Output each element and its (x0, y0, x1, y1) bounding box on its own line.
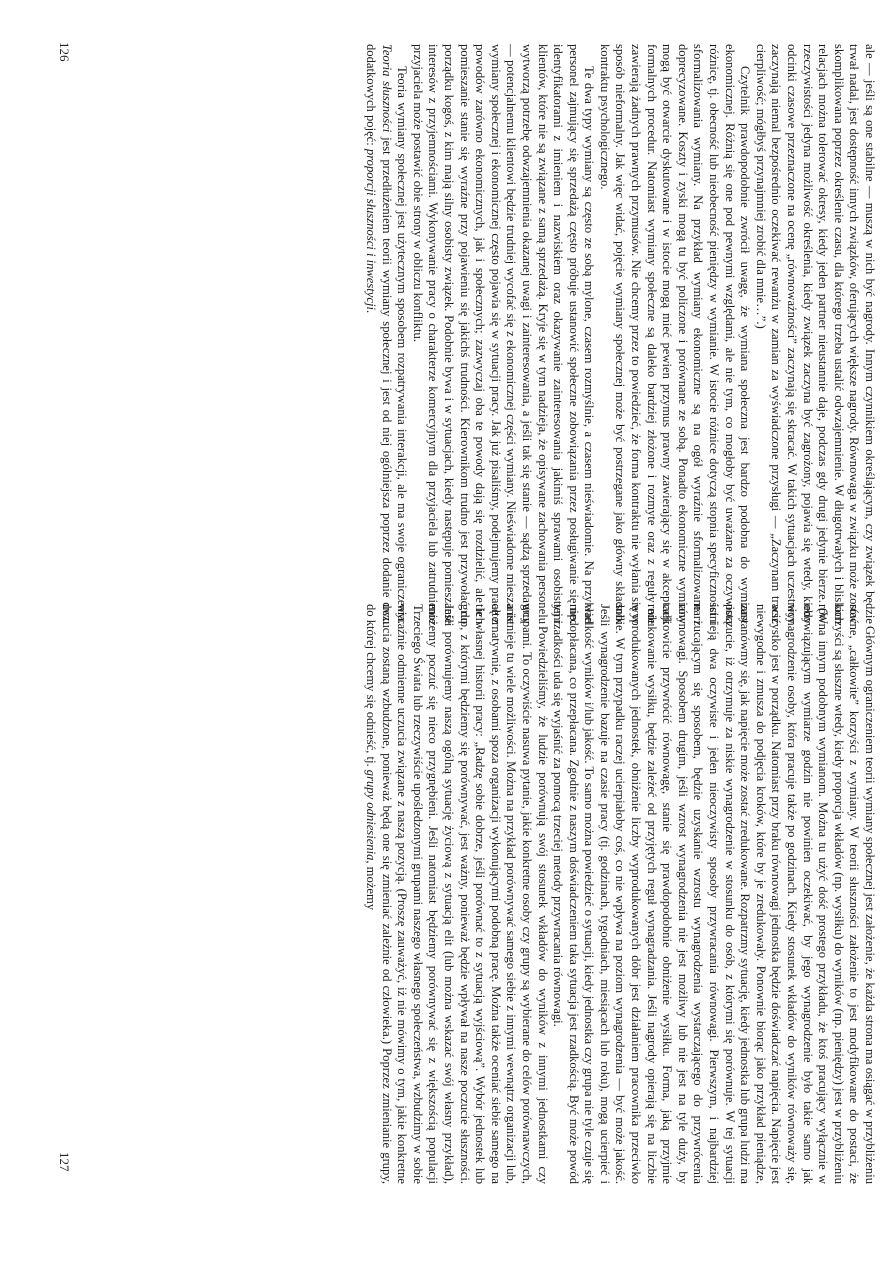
page-126 (57, 44, 877, 624)
text-run: . (364, 309, 378, 314)
paragraph-reference-groups (362, 604, 549, 1184)
paragraph-equity-theory (362, 44, 409, 624)
paragraph: Czytelnik prawdopodobnie zwrócił uwagę, że wymiana społeczna jest bardzo podobna do wymiany ekonomicznej. Różnią się one pod pewnymi względami, ale nie tym, co mogłoby być uważane za oczywistą różnicę, tj. obecność lub nieobecność pieniędzy w wymianie. W istocie różnice dotyczą stopnia specyficzności i sformalizowania wymiany. Na przykład wymiany ekonomiczne są na ogół wyraźnie sformalizowane i doprecyzowane. Koszty i zyski mogą tu być policzone i porównane ze sobą. Ponadto ekonomiczne wymiany mogą być otwarcie dyskutowane i w istocie mogą mieć pewien przymus prawny zawierający się w akceptacji formalnych procedur. Natomiast wymiany społeczne są daleko bardziej złożone i rozmyte oraz z reguły nie zawierają żadnych prawnych przymusów. Nie chcemy przez to powiedzieć, że forma kontraktu nie wyłania się w sposób nieformalny. Jak więc widać, pojęcie wymiany społecznej może być postrzegane jako główny składnik kontraktu psychologicznego. (597, 44, 753, 624)
page-number: 127 (57, 1152, 72, 1172)
paragraph: Głównym ograniczeniem teorii wymiany społecznej jest założenie, że każda strona ma osiągać w przybliżeniu równe, „całkowite” korzyści z wymiany. W teorii słuszności założenie to jest modyfikowane do postaci, że korzyści są słuszne wtedy, kiedy proporcja wkładów (np. wysiłku) do wyników (np. pieniędzy) jest w przybliżeniu równa innym podobnym wymianom. Można tu użyć dość prostego przykładu, że ktoś pracujący wyłącznie w obowiązującym wymiarze godzin nie powinien oczekiwać, by jego wynagrodzenie było takie samo jak wynagrodzenie osoby, która pracuje także po godzinach. Kiedy stosunek wkładów do wyników równoważy się, wszystko jest w porządku. Natomiast przy braku równowagi jednostka będzie doświadczać napięcia. Napięcie jest niewygodne i zmusza do podjęcia kroków, które by je zredukowały. Ponownie biorąc jako przykład pieniądze, zastanówmy się, jak napięcie może zostać zredukowane. Rozpatrzmy sytuację, kiedy jednostka lub grupa ludzi ma poczucie, iż otrzymuje za niskie wynagrodzenie w stosunku do osób, z którymi się porównuje. W tej sytuacji istnieją dwa oczywiste i jeden nieoczywisty sposoby przywracania równowagi. Pierwszym, i najbardziej narzucającym się sposobem, będzie uzyskanie wzrostu wynagrodzenia wystarczającego do przywrócenia równowagi. Sposobem drugim, jeśli wzrost wynagrodzenia nie jest możliwy lub nie jest na tyle duży, by całkowicie przywrócić równowagę, stanie się prawdopodobnie obniżenie wysiłku. Forma, jaką przyjmie redukowanie wysiłku, będzie zależeć od przyjętych reguł wynagradzania. Jeśli nagrody opierają się na liczbie wyprodukowanych jednostek, obniżenie liczby wyprodukowanych dóbr jest działaniem pracownika przeciwko sobie. W tym przypadku raczej ucierpiałoby coś, co nie wpływa na poziom wynagrodzenia — być może jakość. Jeśli wynagrodzenie bazuje na czasie pracy (tj. godzinach, tygodniach, miesiącach lub roku), mogą ucierpieć i wielkość wyników i/lub jakość. To samo można powiedzieć o sytuacji, kiedy jednostka czy grupa nie tyle czuje się niedopłacana, co przepłacana. Zgodnie z naszym doświadczeniem taka sytuacja jest rzadkością. Być może powód tej rzadkości uda się wyjaśnić za pomocą trzeciej metody przywracania równowagi. (551, 604, 877, 1184)
page-127 (57, 604, 877, 1184)
text-run: Teoria wymiany społecznej jest użytecznym sposobem rozpatrywania interakcji, ale ma swoje ograniczenia. (395, 66, 410, 624)
paragraph: Te dwa typy wymiany są często ze sobą mylone, czasem rozmyślnie, a czasem nieświadomie. Na przykład personel zajmujący się sprzedażą często próbuje ustanowić społeczne zobowiązania przez posługiwanie się np. identyfikatorami z imieniem i nazwiskiem oraz okazywanie zainteresowania jakimiś sprawami osobistymi klientów, które nie są związane z samą sprzedażą. Kryje się w tym nadzieja, że opisywane zachowania personelu wytworzą potrzebę odwzajemnienia okazanej uwagi i zainteresowania, a jeśli tak się stanie — sądzą sprzedawcy — potencjalnemu klientowi będzie trudniej wycofać się z ekonomicznej części wymiany. Nieświadome mieszanie wymiany społecznej i ekonomicznej często pojawia się w sytuacji pracy. Jak już pisaliśmy, podejmujemy pracę z powodów zarówno ekonomicznych, jak i społecznych; zazwyczaj oba te powody dają się rozdzielić, ale ich pomieszanie stanie się wyraźne przy pojawieniu się jakichś trudności. Kierownikom trudno jest przywołać do porządku kogoś, z kim mają silny osobisty związek. Podobnie bywa i w sytuacjach, kiedy następuje pomieszanie interesów z przyjemnościami. Wykonywanie pracy o charakterze komercyjnym dla przyjaciela lub zatrudnienie przyjaciela może postawić obie strony w obliczu konfliktu. (410, 44, 597, 624)
text-run: jest przedłużeniem teorii wymiany społecznej i jest od niej ogólniejsza poprzez dodanie dwu dodatkowych pojęć: (364, 44, 394, 624)
text-run: Powiedzieliśmy, że ludzie porównują swój stosunek wkładów do wyników z innymi jednostkami czy grupami. To oczywiście nasuwa pytanie, jakie konkretne osoby czy grupy są wybierane do celów porównawczych, a istnieje tu wiele możliwości. Można na przykład porównywać samego siebie z innymi wewnątrz organizacji lub, alternatywnie, z osobami spoza organizacji wykonującymi podobną pracę. Można także oceniać siebie samego na tle własnej historii pracy: „Radzę sobie dobrze, jeśli porównać to z sytuacją wyjściową”. Wybór jednostek lub grup, z którymi będziemy się porównywać, jest ważny, ponieważ będzie wpływał na nasze poczucie słuszności. Jeśli porównujemy naszą ogólną sytuację życiową z sytuacją elit (lub można wskazać swój własny przykład), możemy poczuć się nieco przygnębieni. Jeśli natomiast będziemy porównywać się z większością populacji Trzeciego Świata lub rzeczywiście upośledzonymi grupami naszego własnego społeczeństwa, wzbudzimy w sobie wyraźnie odmienne uczucia związane z naszą pozycją. (Proszę zauważyć, iż nie mówimy o tym, jakie konkretne uczucia zostaną wzbudzone, ponieważ będą one się zmieniać zależnie od człowieka.) Poprzez zmienianie grupy, do której chcemy się odnieść, tj. (364, 604, 550, 1184)
italic-term: Teoria słuszności (379, 44, 394, 133)
text-run: , możemy (364, 860, 378, 911)
page-number: 126 (57, 42, 72, 62)
italic-term: grupy odniesienia (364, 769, 378, 861)
paragraph: ale — jeśli są one stabilne — muszą w nich być nagrody. Innym czynnikiem określającym, czy związek będzie trwał nadal, jest dostępność innych związków, oferujących większe nagrody. Równowaga w związku może zostać skomplikowana poprzez określenie czasu, dla którego trzeba ustalić odwzajemnienie. W długotrwałych i bliskich relacjach można tolerować okresy, kiedy jeden partner nieustannie daje, podczas gdy drugi jedynie bierze. (W rzeczywistości jedyna możliwość określenia, kiedy związek zaczyna być zagrożony, pojawia się wtedy, kiedy odcinki czasowe przeznaczone na ocenę „równoważności” zaczynają się skracać. W takich sytuacjach uczestnicy zaczynają niemal bezpośrednio oczekiwać rewanżu w zamian za wyświadczone przysługi — „Zaczynam tracić cierpliwość; mógłbyś przynajmniej zrobić dla mnie…”.) (753, 44, 877, 624)
italic-term: proporcji słuszności i inwestycji (364, 148, 378, 310)
